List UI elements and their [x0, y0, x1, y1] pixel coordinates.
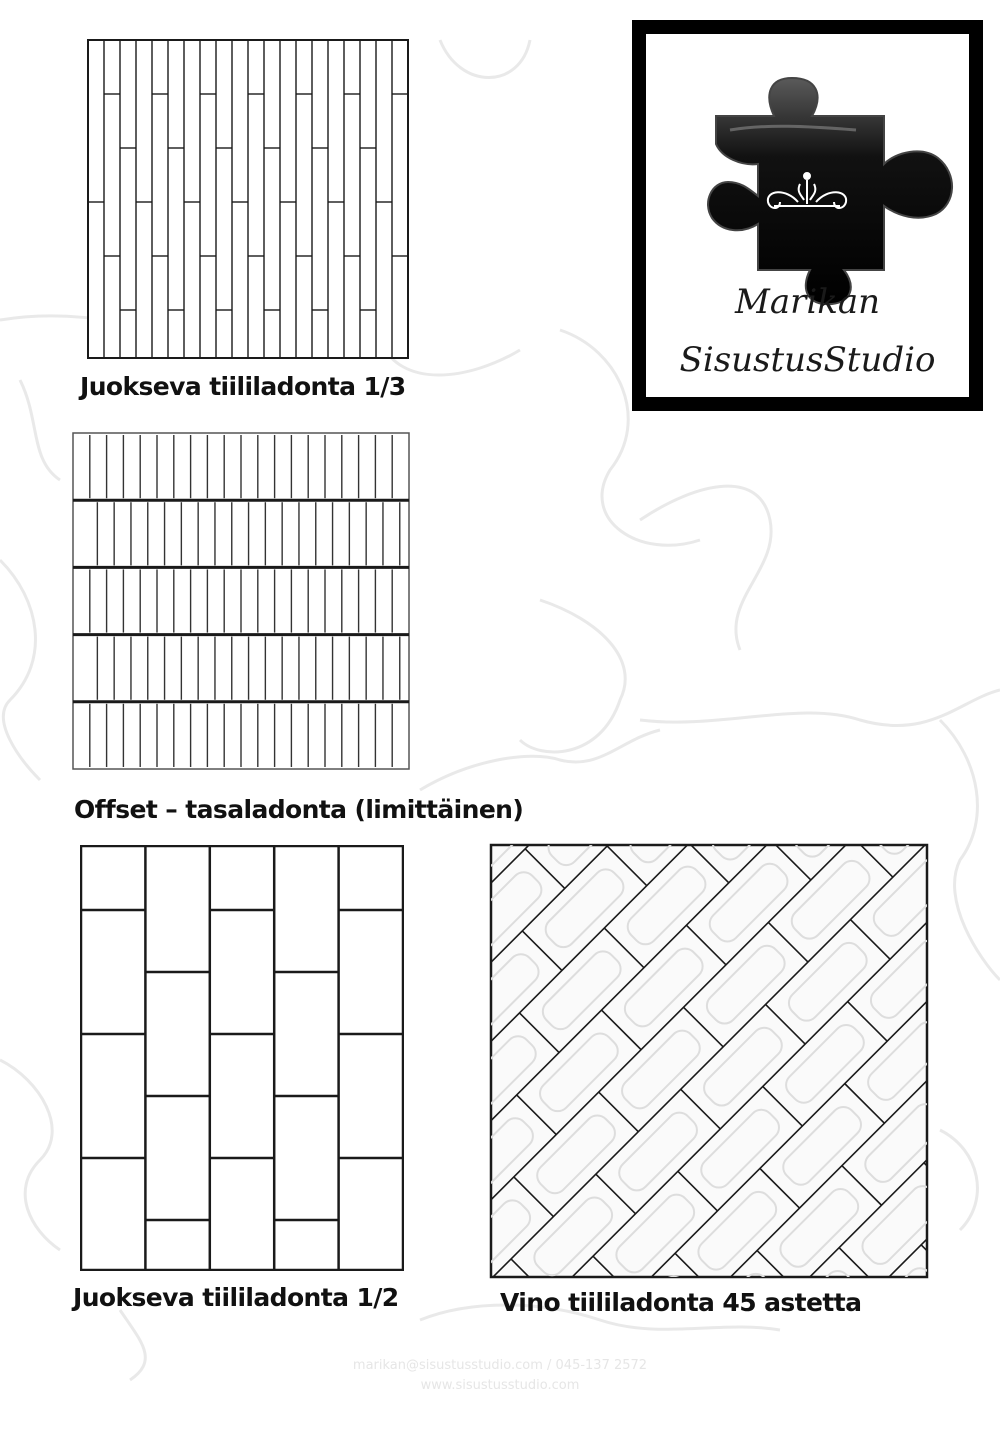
brand-logo	[632, 20, 983, 411]
diagonal-45-pattern	[489, 843, 929, 1279]
running-bond-half-pattern	[80, 845, 404, 1271]
offset-stack-pattern	[72, 432, 410, 770]
footer-contact: marikan@sisustusstudio.com / 045-137 2572	[352, 1358, 648, 1373]
running-bond-third-pattern	[87, 39, 409, 359]
brand-name-line2: SisustusStudio	[679, 340, 936, 380]
pattern-caption-running-half: Juokseva tiililadonta 1/2	[73, 1283, 399, 1312]
footer-website: www.sisustusstudio.com	[420, 1378, 580, 1393]
pattern-caption-diagonal-45: Vino tiililadonta 45 astetta	[500, 1288, 862, 1317]
pattern-caption-running-third: Juokseva tiililadonta 1/3	[80, 372, 406, 401]
brand-name-line1: Marikan	[735, 282, 880, 322]
pattern-caption-offset: Offset – tasaladonta (limittäinen)	[74, 795, 524, 824]
